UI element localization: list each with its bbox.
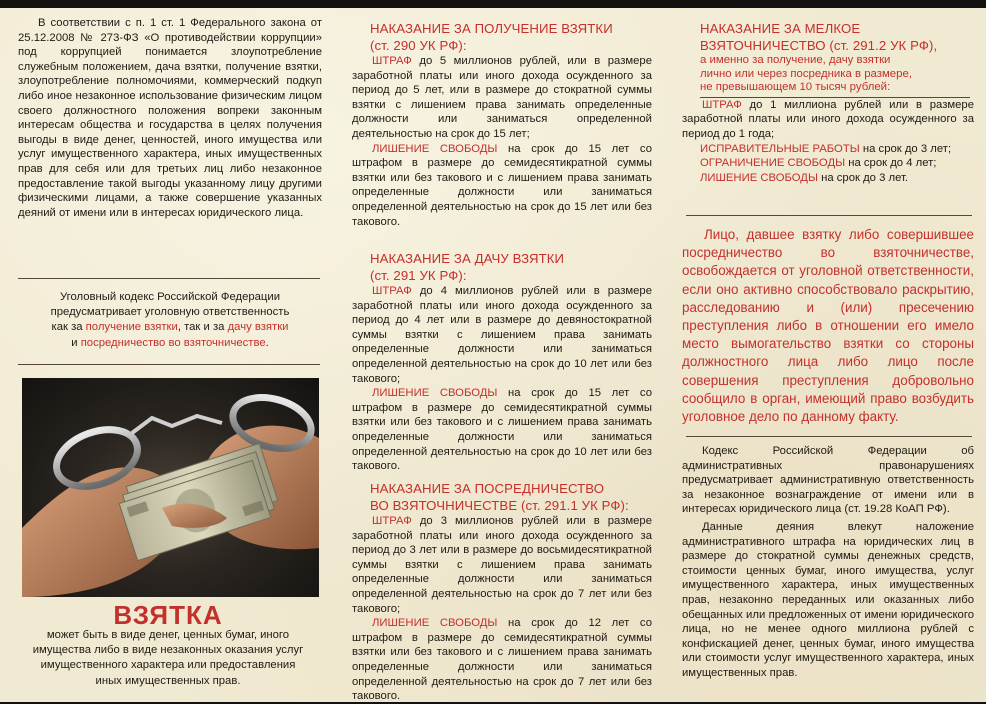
prison-label: ЛИШЕНИЕ СВОБОДЫ	[700, 171, 818, 184]
prison-paragraph	[352, 142, 652, 230]
fine-text: до 4 миллионов рублей или в размере заработной платы или иного дохода осужденного за период до 4 лет или в размере до девяностократной суммы взятки с лишением права занимать определенные должности или заниматься определенной деятельностью на срок до 10 лет или без такового;	[352, 285, 652, 385]
code-line-3	[18, 320, 322, 335]
link-mediation: посредничество во взяточничестве	[80, 336, 266, 349]
fine-label: ШТРАФ	[372, 285, 412, 297]
prison-line	[700, 171, 974, 186]
fine-text: до 1 миллиона рублей или в размере заработной платы или иного дохода осужденного за период до 1 года;	[682, 98, 974, 140]
restriction-label: ОГРАНИЧЕНИЕ СВОБОДЫ	[700, 157, 846, 170]
link-bribe-giving: дачу взятки	[227, 321, 289, 334]
section-giving	[352, 250, 652, 474]
code-text: .	[265, 336, 269, 349]
prison-text: на срок до 12 лет со штрафом в размере до семидесятикратной суммы взятки или без такового и с лишением права занимать определенные должности или заниматься определенной деятельностью на срок до 7 лет или без такового.	[352, 617, 652, 703]
code-line-1: Уголовный кодекс Российской Федерации	[59, 291, 281, 303]
fine-label: ШТРАФ	[372, 55, 412, 67]
section-heading: НАКАЗАНИЕ ЗА МЕЛКОЕ	[700, 21, 861, 36]
work-text: на срок до 3 лет;	[859, 142, 952, 155]
section-article: (ст. 290 УК РФ):	[370, 38, 467, 53]
prison-text: на срок до 3 лет.	[817, 171, 909, 184]
section-article: ВО ВЗЯТОЧНИЧЕСТВЕ (ст. 291.1 УК РФ):	[370, 498, 629, 513]
fine-paragraph	[682, 98, 974, 142]
koap-paragraph-1: Кодекс Российской Федерации об административных правонарушениях предусматривает административную ответственность за незаконное вознаграждение от имени или в интересах юридического лица (ст. 19.28 КоАП РФ).	[682, 445, 974, 516]
fine-text: до 3 миллионов рублей или в размере заработной платы или иного дохода осужденного за период до 3 лет или в размере до восьмидесятикратной суммы взятки с лишением права занимать определенные должности или заниматься определенной деятельностью на срок до 7 лет или без такового;	[352, 515, 652, 615]
fine-paragraph	[352, 54, 652, 142]
liability-exemption-notice: Лицо, давшее взятку либо совершившее посредничество во взяточничестве, освобождается от уголовной ответственности, если оно активно способствовало раскрытию, расследованию и (или) пресечению преступления либо в отношении его имело место вымогательство взятки со стороны должностного лица либо лицо после совершения преступления добровольно сообщило в орган, имеющий право возбудить уголовное дело по данному факту.	[682, 227, 974, 425]
handcuffs-money-photo	[22, 378, 319, 597]
prison-text: на срок до 15 лет со штрафом в размере до семидесятикратной суммы взятки или без такового и с лишением права занимать определенные должности или заниматься определенной деятельностью на срок до 15 лет или без такового.	[352, 142, 652, 228]
section-heading: НАКАЗАНИЕ ЗА ДАЧУ ВЗЯТКИ	[370, 251, 565, 266]
code-text: как за	[51, 321, 86, 334]
prison-label: ЛИШЕНИЕ СВОБОДЫ	[372, 387, 498, 400]
section-receiving	[352, 20, 652, 229]
restriction-text: на срок до 4 лет;	[845, 157, 937, 170]
code-text: , так и за	[177, 321, 228, 334]
divider	[686, 436, 972, 437]
corruption-definition: В соответствии с п. 1 ст. 1 Федерального закона от 25.12.2008 № 273-ФЗ «О противодействии коррупции» под коррупцией понимается злоупотребление служебным положением, дача взятки, получение взятки, злоупотребление полномочиями, коммерческий подкуп либо иное незаконное использование физическим лицом своего должностного положения вопреки законным интересам общества и государства в целях получения выгоды в виде денег, ценностей, иного имущества или услуг имущественного характера, иных имущественных прав для себя или для третьих лиц либо незаконное предоставление такой выгоды указанному лицу другими физическими лицами, а также совершение указанных деяний от имени или в интересах юридического лица.	[18, 17, 322, 219]
petty-subtitle-2: лично или через посредника в размере,	[700, 67, 912, 80]
code-line-4	[18, 336, 322, 351]
handcuff-chain	[132, 416, 222, 433]
fine-label: ШТРАФ	[702, 98, 742, 111]
fine-text: до 5 миллионов рублей, или в размере заработной платы или иного дохода осужденного за период до 5 лет, или в размере до стократной суммы взятки с лишением права занимать определенные должности или заниматься определенной деятельностью на срок до 15 лет;	[352, 55, 652, 140]
divider	[686, 215, 972, 216]
prison-paragraph	[352, 386, 652, 474]
section-mediation	[352, 480, 652, 704]
section-heading: НАКАЗАНИЕ ЗА ПОЛУЧЕНИЕ ВЗЯТКИ	[370, 21, 613, 36]
prison-text: на срок до 15 лет со штрафом в размере до семидесятикратной суммы взятки или без такового и с лишением права занимать определенные должности или заниматься определенной деятельностью на срок до 10 лет или без такового.	[352, 387, 652, 473]
work-label: ИСПРАВИТЕЛЬНЫЕ РАБОТЫ	[700, 142, 860, 155]
prison-label: ЛИШЕНИЕ СВОБОДЫ	[372, 617, 498, 630]
fine-paragraph	[352, 284, 652, 386]
fine-paragraph	[352, 514, 652, 616]
prison-label: ЛИШЕНИЕ СВОБОДЫ	[372, 142, 498, 155]
divider	[18, 364, 320, 365]
fine-label: ШТРАФ	[372, 515, 412, 527]
petty-subtitle-3: не превышающем 10 тысяч рублей:	[700, 81, 891, 94]
divider	[18, 278, 320, 279]
section-petty-bribery	[682, 20, 974, 185]
section-article: (ст. 291 УК РФ):	[370, 268, 467, 283]
section-article: ВЗЯТОЧНИЧЕСТВО (ст. 291.2 УК РФ),	[700, 38, 938, 53]
bribe-title: ВЗЯТКА	[113, 600, 223, 630]
bribe-definition: может быть в виде денег, ценных бумаг, иного имущества либо в виде незаконных оказания услуг имущественного характера или предоставления иных имущественных прав.	[32, 629, 304, 687]
restriction-line	[700, 156, 974, 171]
photo-illustration	[22, 378, 319, 597]
brochure-page	[0, 8, 986, 702]
code-line-2: предусматривает уголовную ответственность	[50, 306, 290, 319]
code-text: и	[71, 336, 81, 349]
koap-paragraph-2: Данные деяния влекут наложение административного штрафа на юридических лиц в размере до стократной суммы денежных средств, стоимости ценных бумаг, иного имущества, услуг имущественного характера, иных имущественных прав, незаконно переданных или оказанных либо обещанных или предложенных от имени юридического лица, но не менее одного миллиона рублей с конфискацией денег, ценных бумаг, иного имущества или стоимости услуг имущественного характера, иных имущественных прав.	[682, 521, 974, 679]
section-heading: НАКАЗАНИЕ ЗА ПОСРЕДНИЧЕСТВО	[370, 481, 605, 496]
criminal-code-note	[18, 290, 322, 351]
work-line	[700, 142, 974, 157]
prison-paragraph	[352, 616, 652, 704]
link-bribe-receiving: получение взятки	[85, 321, 178, 334]
petty-subtitle-1: а именно за получение, дачу взятки	[700, 54, 891, 66]
